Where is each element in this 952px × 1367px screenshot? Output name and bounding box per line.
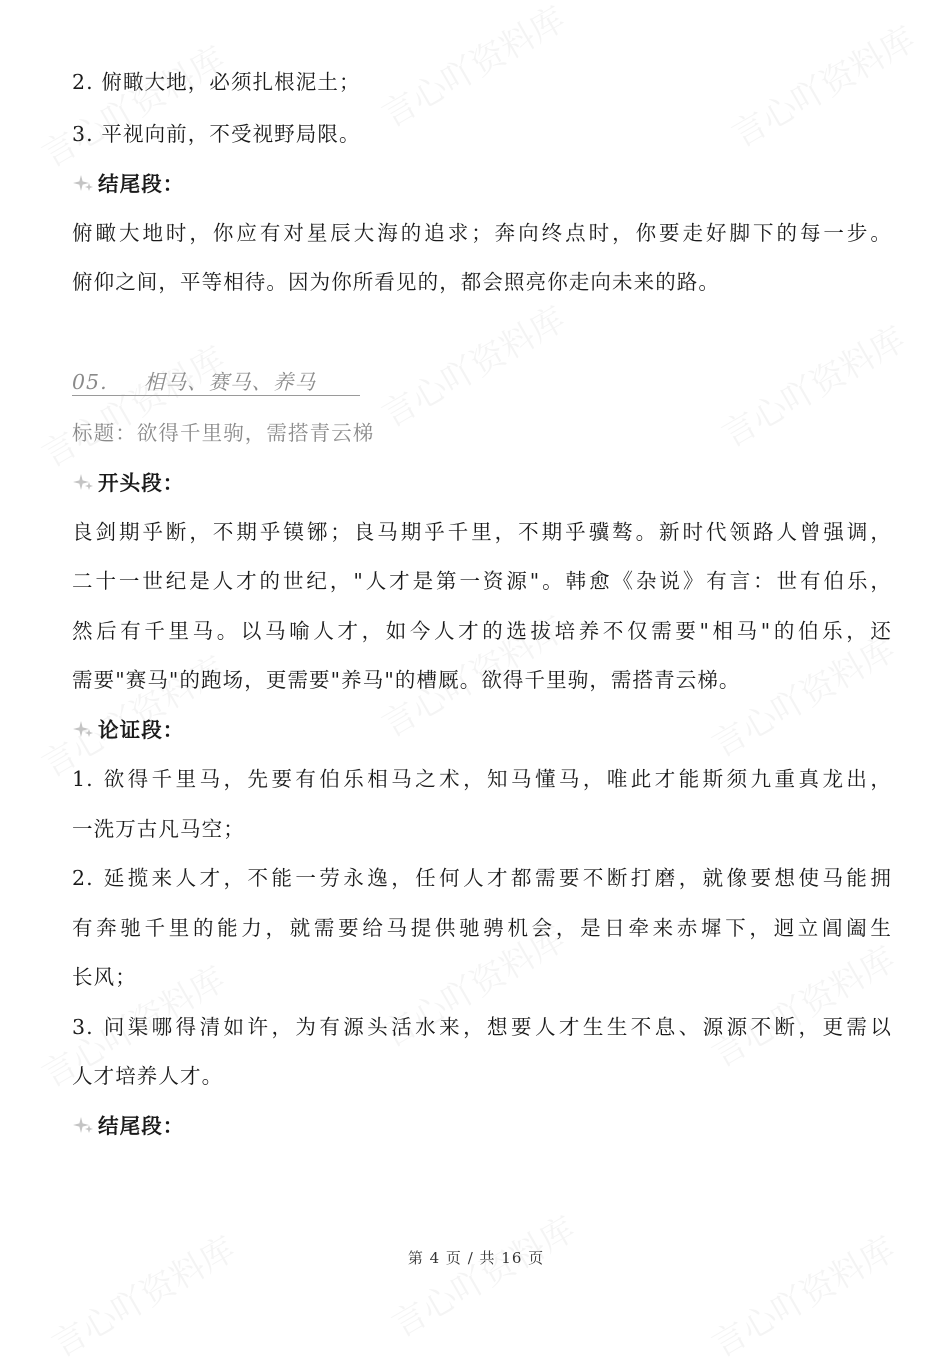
watermark (31, 332, 232, 476)
sparkle-icon (72, 719, 96, 741)
body-line: 需要"赛马"的跑场，更需要"养马"的槽厩。欲得千里驹，需搭青云梯。 (72, 668, 741, 692)
section-subtitle: 标题：欲得千里驹，需搭青云梯 (72, 421, 375, 445)
body-line: 俯瞰大地时，你应有对星辰大海的追求；奔向终点时，你要走好脚下的每一步。 (72, 221, 892, 245)
watermark (41, 1222, 242, 1366)
heading-text: 论证段： (98, 718, 185, 742)
heading-text: 开头段： (98, 471, 185, 495)
ending-heading (72, 1112, 892, 1140)
body-line: 然后有千里马。以马喻人才，如今人才的选拔培养不仅需要"相马"的伯乐，还 (72, 619, 892, 643)
body-line: 3. 问渠哪得清如许，为有源头活水来，想要人才生生不息、源源不断，更需以 (72, 1015, 892, 1039)
section-number: 05. (72, 370, 108, 394)
sparkle-icon (72, 173, 96, 195)
watermark (701, 932, 902, 1076)
body-line: 俯仰之间，平等相待。因为你所看见的，都会照亮你走向未来的路。 (72, 270, 720, 294)
watermark (701, 1222, 902, 1366)
opening-heading (72, 469, 892, 497)
section-title (72, 368, 316, 396)
body-line: 长风； (72, 965, 137, 989)
body-line: 一洗万古凡马空； (72, 817, 245, 841)
sparkle-icon (72, 472, 96, 494)
body-line: 2. 俯瞰大地，必须扎根泥土； (72, 70, 361, 94)
heading-text: 结尾段： (98, 172, 185, 196)
watermark (371, 292, 572, 436)
page-footer: 第 4 页 / 共 16 页 (407, 1249, 545, 1267)
body-line: 人才培养人才。 (72, 1064, 224, 1088)
sparkle-icon (72, 1115, 96, 1137)
section-title-text: 相马、赛马、养马 (144, 370, 316, 394)
ending-heading (72, 170, 892, 198)
body-line: 二十一世纪是人才的世纪，"人才是第一资源"。韩愈《杂说》有言：世有伯乐， (72, 569, 892, 593)
watermark (381, 1202, 582, 1346)
watermark (31, 32, 232, 176)
body-line: 1. 欲得千里马，先要有伯乐相马之术，知马懂马，唯此才能斯须九重真龙出， (72, 767, 892, 791)
section-underline (72, 395, 360, 396)
body-line: 2. 延揽来人才，不能一劳永逸，任何人才都需要不断打磨，就像要想使马能拥 (72, 866, 892, 890)
argument-heading (72, 716, 892, 744)
body-line: 3. 平视向前，不受视野局限。 (72, 122, 361, 146)
heading-text: 结尾段： (98, 1114, 185, 1138)
body-line: 良剑期乎断，不期乎镆铘；良马期乎千里，不期乎骥骜。新时代领路人曾强调， (72, 520, 892, 544)
body-line: 有奔驰千里的能力，就需要给马提供驰骋机会，是日牵来赤墀下，迥立阊阖生 (72, 916, 892, 940)
